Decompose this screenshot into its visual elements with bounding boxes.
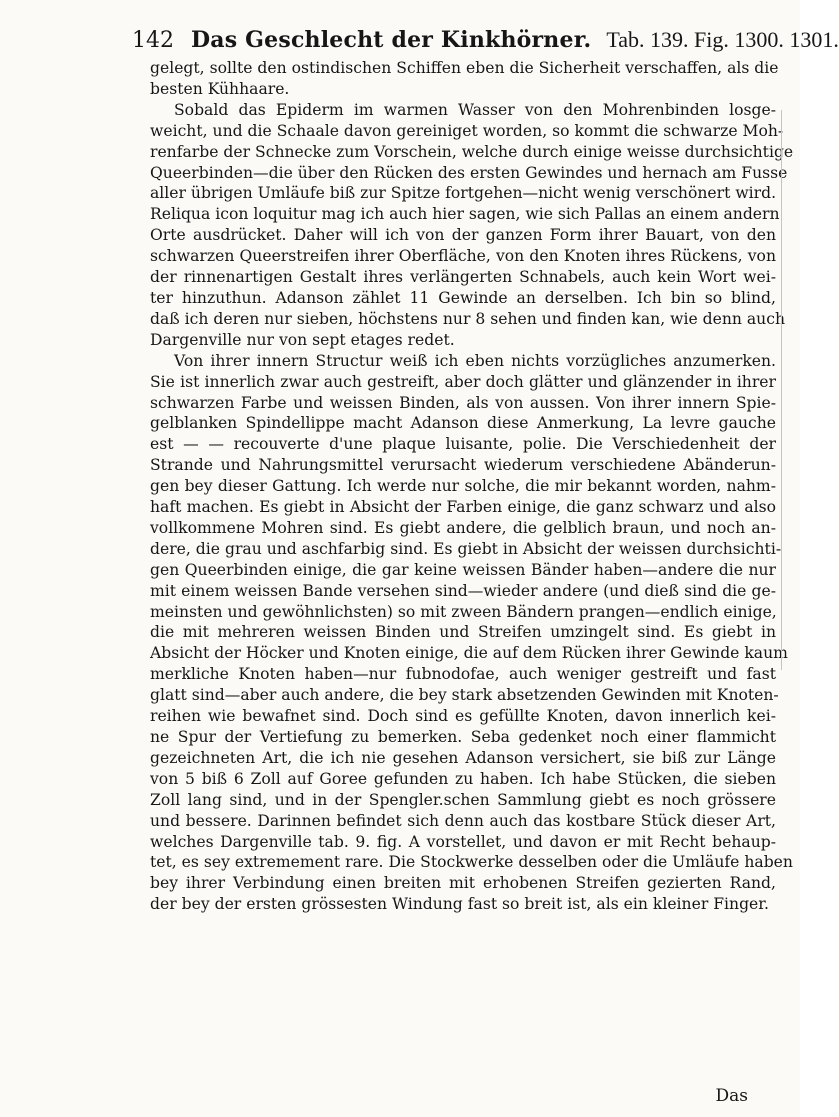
text-line: Reliqua icon loquitur mag ich auch hier sagen, wie sich Pallas an einem andern xyxy=(150,205,780,224)
text-line: merkliche Knoten haben—nur fubnodofae, auch weniger gestreift und fast xyxy=(150,665,776,684)
text-line: von 5 biß 6 Zoll auf Goree gefunden zu haben. Ich habe Stücken, die sieben xyxy=(150,769,776,788)
page-header xyxy=(132,20,839,60)
text-line: haft machen. Es giebt in Absicht der Farben einige, die ganz schwarz und also xyxy=(150,498,776,517)
text-line: schwarzen Queerstreifen ihrer Oberfläche, von den Knoten ihres Rückens, von xyxy=(150,247,776,266)
text-line: reihen wie bewafnet sind. Doch sind es gefüllte Knoten, davon innerlich kei- xyxy=(150,707,776,726)
text-line: gelblanken Spindellippe macht Adanson diese Anmerkung, La levre gauche xyxy=(150,414,776,433)
text-line: est — — recouverte d'une plaque luisante, polie. Die Verschiedenheit der xyxy=(150,435,776,454)
text-line: Strande und Nahrungsmittel verursacht wiederum verschiedene Abänderun- xyxy=(150,456,776,475)
text-line: die mit mehreren weissen Binden und Streifen umzingelt sind. Es giebt in xyxy=(150,623,776,642)
text-line: gezeichneten Art, die ich nie gesehen Adanson versichert, sie biß zur Länge xyxy=(150,748,776,767)
text-line: meinsten und gewöhnlichsten) so mit zween Bändern prangen—endlich einige, xyxy=(150,602,777,621)
text-line: glatt sind—aber auch andere, die bey stark absetzenden Gewinden mit Knoten- xyxy=(150,686,779,705)
body-text xyxy=(150,58,794,915)
text-line: dere, die grau und aschfarbig sind. Es giebt in Absicht der weissen durchsichti- xyxy=(150,539,782,558)
text-line: Dargenville nur von sept etages redet. xyxy=(150,330,455,349)
text-line: schwarzen Farbe und weissen Binden, als von aussen. Von ihrer innern Spie- xyxy=(150,393,776,412)
page-edge-shadow xyxy=(781,110,786,670)
text-line: ter hinzuthun. Adanson zählet 11 Gewinde an derselben. Ich bin so blind, xyxy=(150,288,776,307)
text-line: vollkommene Mohren sind. Es giebt andere, die gelblich braun, und noch an- xyxy=(150,518,776,537)
text-line: daß ich deren nur sieben, höchstens nur 8 sehen und finden kan, wie denn auch xyxy=(150,309,786,328)
text-line: besten Kühhaare. xyxy=(150,79,290,98)
catchword: Das xyxy=(715,1086,748,1106)
running-title: Das Geschlecht der Kinkhörner. xyxy=(191,27,592,53)
text-line: Von ihrer innern Structur weiß ich eben nichts vorzügliches anzumerken. xyxy=(174,351,776,370)
text-line: weicht, und die Schaale davon gereiniget worden, so kommt die schwarze Moh- xyxy=(150,121,784,140)
text-line: der rinnenartigen Gestalt ihres verlängerten Schnabels, auch kein Wort wei- xyxy=(150,268,776,287)
text-line: gen Queerbinden einige, die gar keine weissen Bänder haben—andere die nur xyxy=(150,560,776,579)
text-line: gelegt, sollte den ostindischen Schiffen eben die Sicherheit verschaffen, als die xyxy=(150,59,779,77)
text-line: Absicht der Höcker und Knoten einige, die auf dem Rücken ihrer Gewinde kaum xyxy=(150,644,788,663)
text-line: tet, es sey extremement rare. Die Stockwerke desselben oder die Umläufe haben xyxy=(150,853,793,872)
text-line: Sobald das Epiderm im warmen Wasser von den Mohrenbinden losge- xyxy=(174,100,776,119)
text-line: der bey der ersten grössesten Windung fast so breit ist, als ein kleiner Finger. xyxy=(150,895,769,914)
page-number: 142 xyxy=(132,28,174,53)
text-line: Sie ist innerlich zwar auch gestreift, aber doch glätter und glänzender in ihrer xyxy=(150,372,776,391)
text-line: Queerbinden—die über den Rücken des ersten Gewindes und hernach am Fusse xyxy=(150,163,788,182)
text-line: mit einem weissen Bande versehen sind—wieder andere (und dieß sind die ge- xyxy=(150,581,776,600)
text-line: welches Dargenville tab. 9. fig. A vorstellet, und davon er mit Recht behaup- xyxy=(150,832,776,851)
text-line: renfarbe der Schnecke zum Vorschein, welche durch einige weisse durchsichtige xyxy=(150,142,794,161)
text-line: und bessere. Darinnen befindet sich denn auch das kostbare Stück dieser Art, xyxy=(150,811,776,830)
text-line: gen bey dieser Gattung. Ich werde nur solche, die mir bekannt worden, nahm- xyxy=(150,477,776,496)
text-line: Orte ausdrücket. Daher will ich von der ganzen Form ihrer Bauart, von den xyxy=(150,226,776,245)
text-line: ne Spur der Vertiefung zu bemerken. Seba gedenket noch einer flammicht xyxy=(150,728,776,746)
text-line: bey ihrer Verbindung einen breiten mit erhobenen Streifen gezierten Rand, xyxy=(150,874,776,893)
plate-reference: Tab. 139. Fig. 1300. 1301. xyxy=(606,27,839,52)
text-line: aller übrigen Umläufe biß zur Spitze fortgehen—nicht wenig verschönert wird. xyxy=(150,184,777,203)
text-line: Zoll lang sind, und in der Spengler.schen Sammlung giebt es noch grössere xyxy=(150,790,776,809)
